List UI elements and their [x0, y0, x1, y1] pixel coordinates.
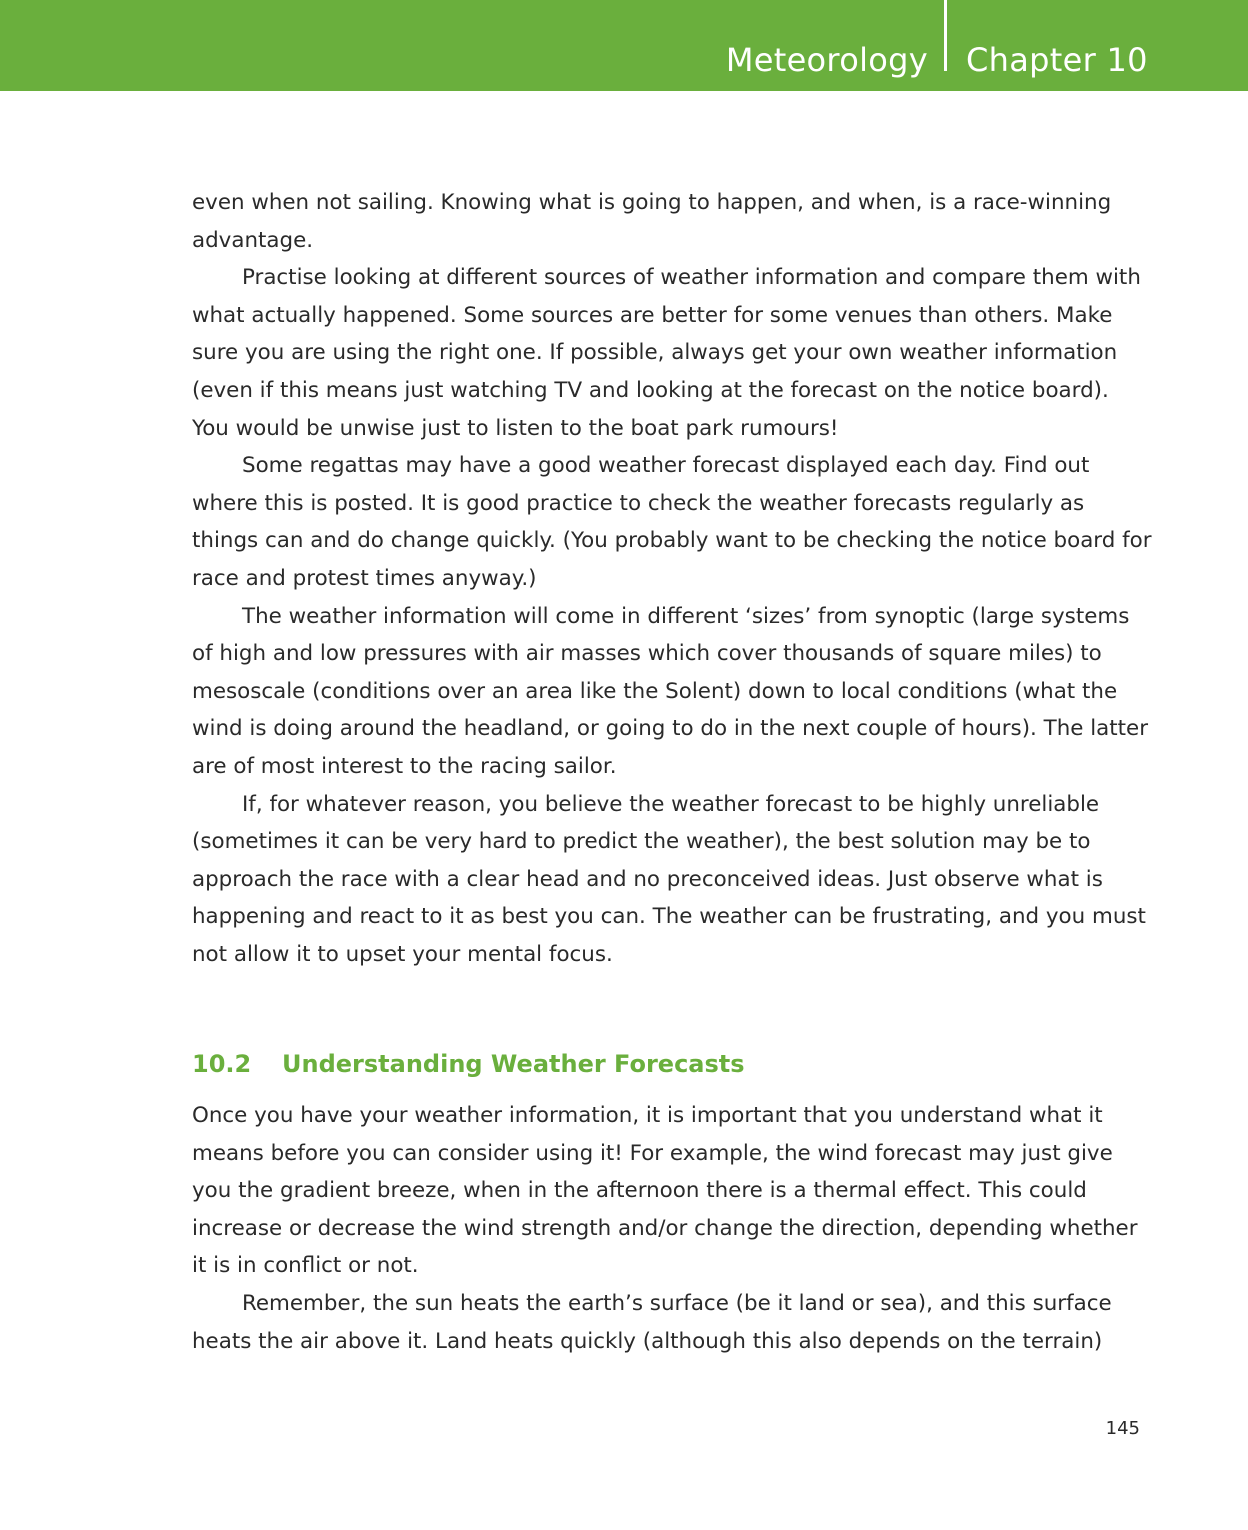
running-header-section: Meteorology — [725, 41, 928, 79]
paragraph: Once you have your weather information, it is important that you understand what it means before you can consider using it! For example, the wind forecast may just give you the gradient breeze, when in the afternoon there is a thermal effect. This could increase or decrease the wind strength and/or change the direction, depending whether it is in conflict or not. — [192, 1103, 1138, 1279]
running-header-chapter: Chapter 10 — [966, 41, 1148, 79]
paragraph: If, for whatever reason, you believe the weather forecast to be highly unreliable (sometimes it can be very hard to predict the weather), the best solution may be to approach the race with a clear head and no preconceived ideas. Just observe what is happening and react to it as best you can. The weather can be frustrating, and you must not allow it to upset your mental focus. — [192, 791, 1146, 967]
paragraph: Remember, the sun heats the earth’s surface (be it land or sea), and this surface heats the air above it. Land heats quickly (although this also depends on the terrain) — [192, 1290, 1112, 1354]
paragraph: Some regattas may have a good weather forecast displayed each day. Find out where this is posted. It is good practice to check the weather forecasts regularly as things can and do change quickly. (You probably want to be checking the notice board for race and protest times anyway.) — [192, 453, 1152, 591]
paragraph: even when not sailing. Knowing what is going to happen, and when, is a race-winning advantage. — [192, 190, 1112, 253]
body-text-after-section — [192, 1097, 1152, 1360]
header-band — [0, 0, 1248, 91]
paragraph: The weather information will come in different ‘sizes’ from synoptic (large systems of high and low pressures with air masses which cover thousands of square miles) to mesoscale (conditions over an area like the Solent) down to local conditions (what the wind is doing around the headland, or going to do in the next couple of hours). The latter are of most interest to the racing sailor. — [192, 603, 1149, 779]
header-divider — [944, 0, 947, 71]
section-number: 10.2 — [192, 1050, 252, 1078]
page-number: 145 — [1105, 1418, 1140, 1439]
section-heading — [192, 1044, 1152, 1084]
section-title: Understanding Weather Forecasts — [282, 1050, 745, 1078]
paragraph: Practise looking at different sources of weather information and compare them with what actually happened. Some sources are better for some venues than others. Make sure you are using the right one. If possible, always get your own weather information (even if this means just watching TV and looking at the forecast on the notice board). You would be unwise just to listen to the boat park rumours! — [192, 265, 1141, 441]
body-text-before-section — [192, 184, 1152, 973]
